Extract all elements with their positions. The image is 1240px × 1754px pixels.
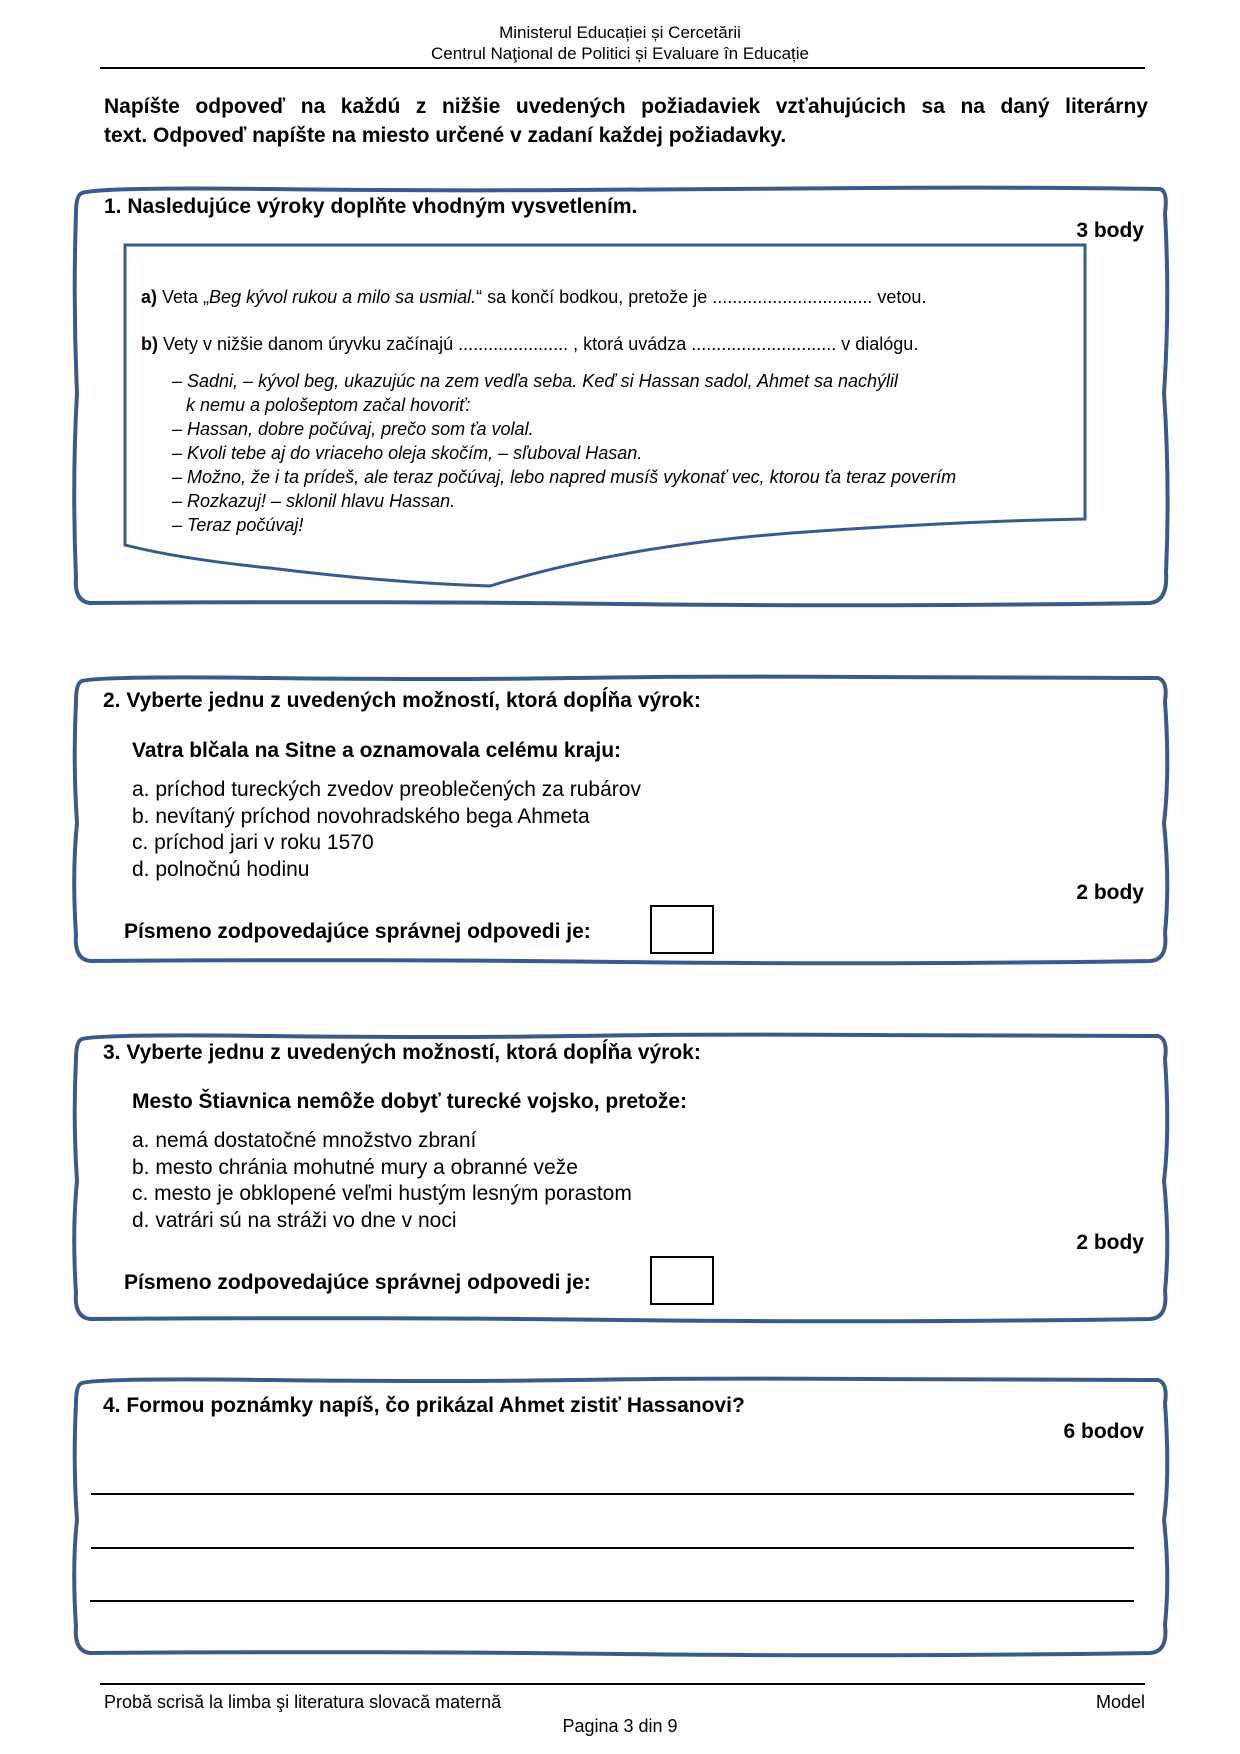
dialogue-line: – Kvoli tebe aj do vriaceho oleja skočím, – sľuboval Hasan. [172,443,643,463]
footer-rule [100,1683,1145,1685]
option-b: b. nevítaný príchod novohradského bega Ahmeta [132,804,590,828]
page-number: Pagina 3 din 9 [562,1716,678,1736]
dialogue-line: k nemu a pološeptom začal hovoriť: [186,395,471,415]
footer-model: Model [1095,1692,1145,1712]
question-2-title: 2. Vyberte jednu z uvedených možností, ktorá dopĺňa výrok: [103,689,701,712]
question-3-points: 2 body [1076,1231,1144,1254]
dialogue-line: – Hassan, dobre počúvaj, prečo som ťa volal. [172,419,534,439]
question-3-answer-box[interactable] [650,1256,714,1305]
question-2-answer-box[interactable] [650,905,714,954]
item-b-label: b) [141,334,158,354]
question-1-points: 3 body [1076,219,1144,242]
instructions [104,92,1148,150]
question-3-options [132,1128,632,1234]
answer-line-3[interactable] [90,1600,1134,1602]
question-1-title: 1. Nasledujúce výroky doplňte vhodným vysvetlením. [104,195,638,218]
option-a: a. nemá dostatočné množstvo zbraní [132,1129,477,1152]
question-2-stem: Vatra blčala na Sitne a oznamovala celému kraju: [132,739,622,762]
header-ministry: Ministerul Educației și Cercetării [499,23,741,42]
question-1-frame [70,183,1170,608]
question-3-title: 3. Vyberte jednu z uvedených možností, ktorá dopĺňa výrok: [103,1041,701,1064]
footer-exam-title: Probă scrisă la limba şi literatura slovacă maternă [104,1692,502,1712]
dialogue-line: – Možno, že i ta prídeš, ale teraz počúvaj, lebo napred musíš vykonať vec, ktorou ťa teraz poverím [172,467,957,487]
question-2-options [132,777,641,883]
answer-line-1[interactable] [91,1493,1134,1495]
option-c: c. mesto je obklopené veľmi hustým lesným porastom [132,1182,632,1205]
option-c: c. príchod jari v roku 1570 [132,831,374,854]
option-d: d. polnočnú hodinu [132,857,310,881]
question-3-frame [70,1031,1170,1323]
header-rule [100,67,1145,69]
instructions-line-1: Napíšte odpoveď na každú z nižšie uvedených požiadaviek vzťahujúcich sa na daný literárny [104,95,1148,118]
header-center: Centrul Naţional de Politici și Evaluare în Educație [431,44,809,63]
dialogue-line: – Rozkazuj! – sklonil hlavu Hassan. [172,491,456,511]
question-1b [141,334,918,355]
item-a-pre: Veta „ [157,287,210,307]
option-a: a. príchod tureckých zvedov preoblečených za rubárov [132,778,641,801]
question-3-stem: Mesto Štiavnica nemôže dobyť turecké vojsko, pretože: [132,1090,688,1113]
item-a-post: “ sa končí bodkou, pretože je ................................ vetou. [476,287,927,307]
question-2-points: 2 body [1076,881,1144,904]
option-b: b. mesto chránia mohutné mury a obranné veže [132,1155,578,1179]
question-1a [141,287,926,308]
dialogue-line: – Sadni, – kývol beg, ukazujúc na zem vedľa seba. Keď si Hassan sadol, Ahmet sa nachýlil [172,371,899,391]
question-4-frame [70,1375,1170,1657]
instructions-line-2: text. Odpoveď napíšte na miesto určené v zadaní každej požiadavky. [104,124,787,147]
question-4-points: 6 bodov [1063,1420,1144,1443]
item-b-text: Vety v nižšie danom úryvku začínajú ...................... , ktorá uvádza ............................. v dialógu. [158,334,919,354]
answer-line-2[interactable] [91,1547,1134,1549]
dialogue-excerpt [172,369,956,537]
item-a-quote: Beg kývol rukou a milo sa usmial. [209,287,477,307]
item-a-label: a) [141,287,158,307]
question-2-answer-label: Písmeno zodpovedajúce správnej odpovedi je: [124,920,591,943]
question-2-frame [70,673,1170,965]
option-d: d. vatrári sú na stráži vo dne v noci [132,1208,457,1232]
dialogue-line: – Teraz počúvaj! [172,515,304,535]
question-3-answer-label: Písmeno zodpovedajúce správnej odpovedi je: [124,1271,591,1294]
question-4-title: 4. Formou poznámky napíš, čo prikázal Ahmet zistiť Hassanovi? [103,1394,745,1417]
